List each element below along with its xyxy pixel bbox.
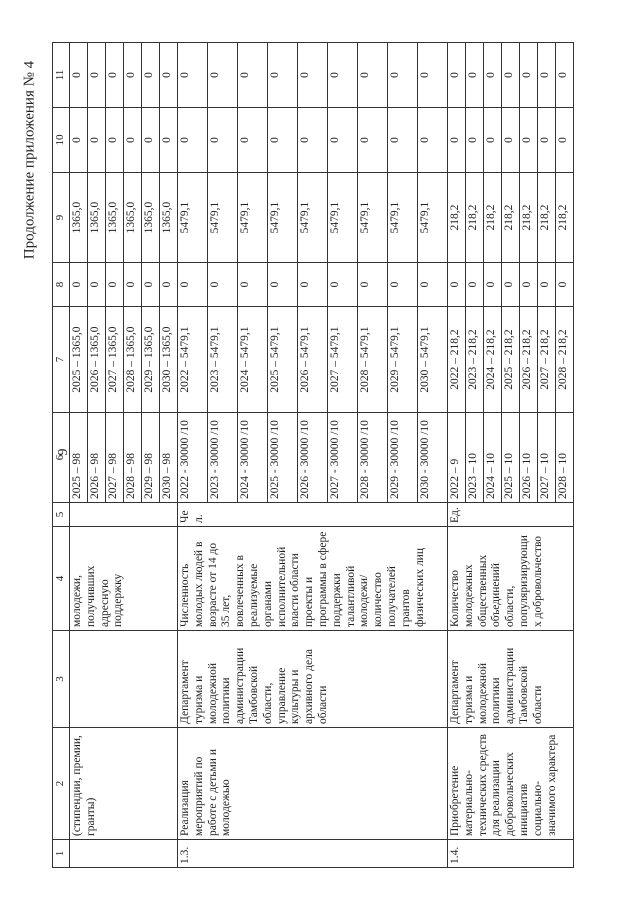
regional-budget: 5479,1 bbox=[388, 173, 418, 263]
indicator-value: 2026 – 98 bbox=[88, 413, 106, 503]
local-budget: 0 bbox=[388, 108, 418, 173]
indicator-value: 2028 – 10 bbox=[556, 413, 574, 503]
regional-budget: 218,2 bbox=[466, 173, 484, 263]
regional-budget: 1365,0 bbox=[142, 173, 160, 263]
federal-budget: 0 bbox=[538, 263, 556, 307]
extra-budget: 0 bbox=[448, 43, 466, 108]
federal-budget: 0 bbox=[142, 263, 160, 307]
funding-total: 2023 – 218,2 bbox=[466, 307, 484, 413]
local-budget: 0 bbox=[484, 108, 502, 173]
local-budget: 0 bbox=[124, 108, 142, 173]
funding-total: 2026 – 218,2 bbox=[520, 307, 538, 413]
rotated-table-container bbox=[52, 43, 606, 868]
funding-total: 2030 – 1365,0 bbox=[160, 307, 178, 413]
funding-total: 2025 – 5479,1 bbox=[268, 307, 298, 413]
funding-total: 2023 – 5479,1 bbox=[208, 307, 238, 413]
table-row bbox=[70, 43, 88, 868]
col-header: 4 bbox=[53, 527, 70, 631]
regional-budget: 5479,1 bbox=[328, 173, 358, 263]
federal-budget: 0 bbox=[106, 263, 124, 307]
col-header: 11 bbox=[53, 43, 70, 108]
local-budget: 0 bbox=[466, 108, 484, 173]
regional-budget: 5479,1 bbox=[418, 173, 448, 263]
funding-total: 2028 – 1365,0 bbox=[124, 307, 142, 413]
federal-budget: 0 bbox=[556, 263, 574, 307]
local-budget: 0 bbox=[298, 108, 328, 173]
indicator-value: 2024 - 30000 /10 bbox=[238, 413, 268, 503]
funding-total: 2025 – 218,2 bbox=[502, 307, 520, 413]
regional-budget: 5479,1 bbox=[178, 173, 208, 263]
federal-budget: 0 bbox=[268, 263, 298, 307]
local-budget: 0 bbox=[418, 108, 448, 173]
extra-budget: 0 bbox=[484, 43, 502, 108]
indicator-value: 2024 – 10 bbox=[484, 413, 502, 503]
indicator-value: 2025 - 30000 /10 bbox=[268, 413, 298, 503]
regional-budget: 5479,1 bbox=[358, 173, 388, 263]
indicator-value: 2030 - 30000 /10 bbox=[418, 413, 448, 503]
local-budget: 0 bbox=[238, 108, 268, 173]
regional-budget: 1365,0 bbox=[106, 173, 124, 263]
federal-budget: 0 bbox=[178, 263, 208, 307]
indicator-value: 2027 – 98 bbox=[106, 413, 124, 503]
funding-total: 2028 – 5479,1 bbox=[358, 307, 388, 413]
local-budget: 0 bbox=[268, 108, 298, 173]
funding-total: 2029 – 1365,0 bbox=[142, 307, 160, 413]
funding-total: 2028 – 218,2 bbox=[556, 307, 574, 413]
funding-total: 2029 – 5479,1 bbox=[388, 307, 418, 413]
activity-name: (стипендии, премии, гранты) bbox=[70, 728, 178, 840]
indicator-value: 2023 – 10 bbox=[466, 413, 484, 503]
item-number: 1.4. bbox=[448, 840, 574, 868]
regional-budget: 218,2 bbox=[520, 173, 538, 263]
local-budget: 0 bbox=[142, 108, 160, 173]
extra-budget: 0 bbox=[160, 43, 178, 108]
extra-budget: 0 bbox=[298, 43, 328, 108]
indicator-value: 2025 – 10 bbox=[502, 413, 520, 503]
indicator-value: 2029 – 98 bbox=[142, 413, 160, 503]
federal-budget: 0 bbox=[88, 263, 106, 307]
col-header: 3 bbox=[53, 631, 70, 728]
indicator-name: Численность молодых людей в возрасте от 14 до 35 лет, вовлеченных в реализуемые органами исполнительной власти области проекты и программы в сфере поддержки талантливой молодежи/ количество получателей грантов физических лиц bbox=[178, 527, 448, 631]
extra-budget: 0 bbox=[106, 43, 124, 108]
regional-budget: 5479,1 bbox=[268, 173, 298, 263]
funding-total: 2026 – 5479,1 bbox=[298, 307, 328, 413]
regional-budget: 218,2 bbox=[556, 173, 574, 263]
funding-total: 2027 – 1365,0 bbox=[106, 307, 124, 413]
funding-total: 2024 – 218,2 bbox=[484, 307, 502, 413]
item-number bbox=[70, 840, 178, 868]
table-row bbox=[448, 43, 466, 868]
regional-budget: 218,2 bbox=[538, 173, 556, 263]
federal-budget: 0 bbox=[124, 263, 142, 307]
federal-budget: 0 bbox=[208, 263, 238, 307]
item-number: 1.3. bbox=[178, 840, 448, 868]
extra-budget: 0 bbox=[70, 43, 88, 108]
unit-of-measure: Ед. bbox=[448, 503, 574, 527]
regional-budget: 218,2 bbox=[484, 173, 502, 263]
regional-budget: 1365,0 bbox=[160, 173, 178, 263]
regional-budget: 218,2 bbox=[502, 173, 520, 263]
indicator-value: 2029 - 30000 /10 bbox=[388, 413, 418, 503]
appendix-heading: Продолжение приложения № 4 bbox=[21, 60, 38, 260]
local-budget: 0 bbox=[502, 108, 520, 173]
regional-budget: 218,2 bbox=[448, 173, 466, 263]
table-row bbox=[178, 43, 208, 868]
header-row bbox=[53, 43, 70, 868]
indicator-value: 2023 - 30000 /10 bbox=[208, 413, 238, 503]
indicator-value: 2026 - 30000 /10 bbox=[298, 413, 328, 503]
funding-total: 2026 – 1365,0 bbox=[88, 307, 106, 413]
regional-budget: 1365,0 bbox=[70, 173, 88, 263]
unit-of-measure: Чел. bbox=[178, 503, 448, 527]
federal-budget: 0 bbox=[502, 263, 520, 307]
extra-budget: 0 bbox=[124, 43, 142, 108]
federal-budget: 0 bbox=[466, 263, 484, 307]
regional-budget: 5479,1 bbox=[208, 173, 238, 263]
local-budget: 0 bbox=[358, 108, 388, 173]
indicator-value: 2028 – 98 bbox=[124, 413, 142, 503]
funding-total: 2030 – 5479,1 bbox=[418, 307, 448, 413]
extra-budget: 0 bbox=[418, 43, 448, 108]
federal-budget: 0 bbox=[160, 263, 178, 307]
local-budget: 0 bbox=[106, 108, 124, 173]
indicator-name: Количество молодежных общественных объединений области, популяризирующих добровольчество bbox=[448, 527, 574, 631]
funding-total: 2024 – 5479,1 bbox=[238, 307, 268, 413]
federal-budget: 0 bbox=[520, 263, 538, 307]
local-budget: 0 bbox=[88, 108, 106, 173]
indicator-value: 2028 - 30000 /10 bbox=[358, 413, 388, 503]
executor bbox=[70, 631, 178, 728]
local-budget: 0 bbox=[520, 108, 538, 173]
extra-budget: 0 bbox=[466, 43, 484, 108]
page-number: 9 bbox=[56, 448, 71, 456]
federal-budget: 0 bbox=[484, 263, 502, 307]
extra-budget: 0 bbox=[502, 43, 520, 108]
local-budget: 0 bbox=[556, 108, 574, 173]
federal-budget: 0 bbox=[358, 263, 388, 307]
local-budget: 0 bbox=[70, 108, 88, 173]
appendix-table bbox=[52, 42, 574, 868]
extra-budget: 0 bbox=[88, 43, 106, 108]
funding-total: 2022 – 5479,1 bbox=[178, 307, 208, 413]
col-header: 8 bbox=[53, 263, 70, 307]
col-header: 1 bbox=[53, 840, 70, 868]
federal-budget: 0 bbox=[238, 263, 268, 307]
extra-budget: 0 bbox=[268, 43, 298, 108]
indicator-value: 2022 – 9 bbox=[448, 413, 466, 503]
regional-budget: 1365,0 bbox=[88, 173, 106, 263]
indicator-value: 2030 – 98 bbox=[160, 413, 178, 503]
extra-budget: 0 bbox=[142, 43, 160, 108]
local-budget: 0 bbox=[160, 108, 178, 173]
activity-name: Реализация мероприятий по работе с детьми и молодежью bbox=[178, 728, 448, 840]
regional-budget: 5479,1 bbox=[238, 173, 268, 263]
local-budget: 0 bbox=[208, 108, 238, 173]
col-header: 7 bbox=[53, 307, 70, 413]
executor: Департамент туризма и молодежной политики администрации Тамбовской области bbox=[448, 631, 574, 728]
federal-budget: 0 bbox=[298, 263, 328, 307]
indicator-name: молодежи, получивших адресную поддержку bbox=[70, 527, 178, 631]
local-budget: 0 bbox=[328, 108, 358, 173]
funding-total: 2025 – 1365,0 bbox=[70, 307, 88, 413]
funding-total: 2022 – 218,2 bbox=[448, 307, 466, 413]
col-header: 6 bbox=[53, 413, 70, 503]
indicator-value: 2026 – 10 bbox=[520, 413, 538, 503]
federal-budget: 0 bbox=[328, 263, 358, 307]
unit-of-measure bbox=[70, 503, 178, 527]
activity-name: Приобретение материально-технических средств для реализации добровольческих инициатив социально-значимого характера bbox=[448, 728, 574, 840]
indicator-value: 2022 - 30000 /10 bbox=[178, 413, 208, 503]
federal-budget: 0 bbox=[418, 263, 448, 307]
col-header: 9 bbox=[53, 173, 70, 263]
federal-budget: 0 bbox=[448, 263, 466, 307]
indicator-value: 2025 – 98 bbox=[70, 413, 88, 503]
extra-budget: 0 bbox=[520, 43, 538, 108]
executor: Департамент туризма и молодежной политики администрации Тамбовской области, управление культуры и архивного дела области bbox=[178, 631, 448, 728]
funding-total: 2027 – 218,2 bbox=[538, 307, 556, 413]
local-budget: 0 bbox=[448, 108, 466, 173]
col-header: 10 bbox=[53, 108, 70, 173]
federal-budget: 0 bbox=[70, 263, 88, 307]
extra-budget: 0 bbox=[208, 43, 238, 108]
local-budget: 0 bbox=[178, 108, 208, 173]
local-budget: 0 bbox=[538, 108, 556, 173]
indicator-value: 2027 – 10 bbox=[538, 413, 556, 503]
funding-total: 2027 – 5479,1 bbox=[328, 307, 358, 413]
extra-budget: 0 bbox=[538, 43, 556, 108]
extra-budget: 0 bbox=[358, 43, 388, 108]
extra-budget: 0 bbox=[238, 43, 268, 108]
extra-budget: 0 bbox=[388, 43, 418, 108]
regional-budget: 1365,0 bbox=[124, 173, 142, 263]
regional-budget: 5479,1 bbox=[298, 173, 328, 263]
extra-budget: 0 bbox=[178, 43, 208, 108]
extra-budget: 0 bbox=[556, 43, 574, 108]
indicator-value: 2027 - 30000 /10 bbox=[328, 413, 358, 503]
col-header: 2 bbox=[53, 728, 70, 840]
col-header: 5 bbox=[53, 503, 70, 527]
federal-budget: 0 bbox=[388, 263, 418, 307]
extra-budget: 0 bbox=[328, 43, 358, 108]
